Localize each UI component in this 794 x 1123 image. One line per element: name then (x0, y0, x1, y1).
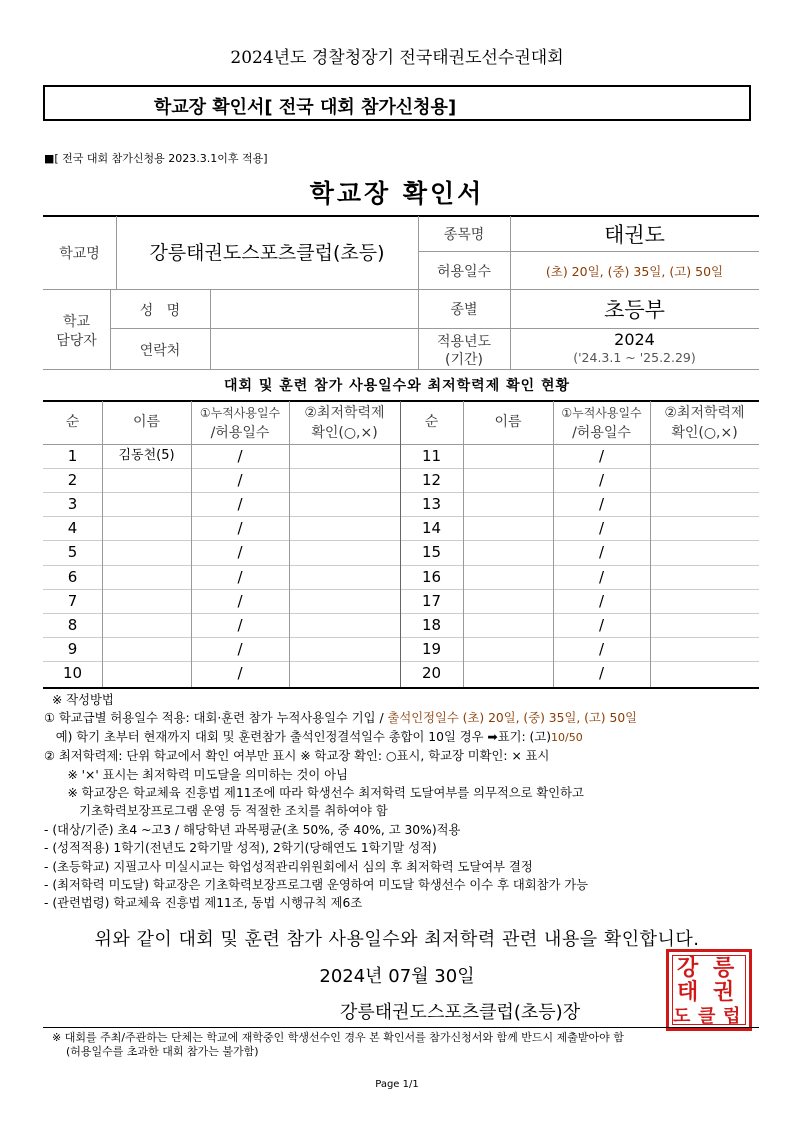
contact-label: 연락처 (139, 343, 181, 359)
allowed-days-value: (초) 20일, (중) 35일, (고) 50일 (545, 264, 724, 279)
manager-label: 학교 (62, 314, 91, 330)
note-line: ※ '×' 표시는 최저학력 미도달을 의미하는 것이 아님 (44, 767, 348, 782)
note-line: - (대상/기준) 초4 ~고3 / 해당학년 과목평균(초 50%, 중 40%, 고 30%)적용 (44, 822, 461, 837)
usage-days[interactable]: / (598, 568, 605, 586)
note-highlight: 10/50 (551, 730, 583, 744)
seal-char: 태 (677, 980, 699, 1005)
header-no: 순 (65, 414, 80, 430)
document-title: 학교장 확인서[ 전국 대회 참가신청용] (153, 97, 457, 118)
min-grade-check[interactable] (289, 565, 400, 589)
confirmation-text: 위와 같이 대회 및 훈련 참가 사용일수와 최저학력 관련 내용을 확인합니다. (94, 929, 700, 950)
usage-days[interactable]: / (598, 543, 605, 561)
note-highlight: 출석인정일수 (초) 20일, (중) 35일, (고) 50일 (387, 711, 638, 726)
header-used: /허용일수 (572, 425, 631, 441)
min-grade-check[interactable] (289, 444, 400, 468)
competition-title: 2024년도 경찰청장기 전국태권도선수권대회 (230, 48, 564, 68)
min-grade-check[interactable] (650, 468, 759, 492)
usage-days[interactable]: / (237, 495, 243, 513)
footer-note-line: (허용일수를 초과한 대회 참가는 불가함) (66, 1045, 259, 1058)
usage-days[interactable]: / (598, 471, 605, 489)
row-number: 3 (67, 495, 78, 513)
row-number: 19 (421, 640, 442, 658)
note-line: ※ 학교장은 학교체육 진흥법 제11조에 따라 학생선수 최저학력 도달여부를 의무적으로 확인하고 (44, 786, 584, 801)
usage-top-border (43, 400, 759, 402)
signer-school: 강릉태권도스포츠클럽(초등)장 (340, 1002, 581, 1023)
row-number: 6 (67, 568, 78, 586)
row-number: 18 (421, 616, 442, 634)
note-text: ① 학교급별 허용일수 적용: 대회·훈련 참가 누적사용일수 기입 / (44, 711, 388, 726)
usage-days[interactable]: / (237, 616, 243, 634)
note-text: 예) 학기 초부터 현재까지 대회 및 훈련참가 출석인정결석일수 총합이 10일 경우 ➡표기: (고) (44, 729, 551, 744)
row-number: 2 (67, 471, 78, 489)
footer-note (52, 1031, 772, 1059)
athlete-name[interactable] (102, 613, 191, 637)
note-line: - (관련법령) 학교체육 진흥법 제11조, 동법 시행규칙 제6조 (44, 896, 363, 911)
athlete-name[interactable] (463, 613, 553, 637)
athlete-name[interactable] (102, 589, 191, 613)
row-number: 12 (421, 471, 442, 489)
note-line: 기초학력보장프로그램 운영 등 적절한 조치를 취하여야 함 (44, 804, 388, 819)
min-grade-check[interactable] (650, 492, 759, 516)
note-line (44, 709, 764, 727)
row-number: 13 (421, 495, 442, 513)
seal-char: 권 (713, 980, 735, 1005)
row-number: 17 (421, 592, 442, 610)
athlete-name[interactable]: 김동천(5) (118, 448, 175, 463)
header-used: /허용일수 (210, 425, 270, 441)
athlete-name[interactable] (463, 540, 553, 564)
manager-label: 담당자 (56, 333, 97, 349)
row-number: 15 (421, 543, 442, 561)
athlete-name[interactable] (102, 516, 191, 540)
info-col-line (210, 290, 211, 369)
min-grade-check[interactable] (289, 613, 400, 637)
min-grade-check[interactable] (650, 444, 759, 468)
usage-days[interactable]: / (598, 664, 605, 682)
info-divider (43, 369, 759, 370)
min-grade-check[interactable] (650, 540, 759, 564)
usage-days[interactable]: / (598, 495, 605, 513)
athlete-name[interactable] (102, 565, 191, 589)
header-used: ①누적사용일수 (199, 406, 281, 420)
name-label: 성 명 (139, 303, 181, 319)
year-label: (기간) (445, 352, 483, 368)
min-grade-check[interactable] (289, 468, 400, 492)
info-top-border (43, 215, 759, 217)
header-name: 이름 (494, 414, 522, 430)
min-grade-check[interactable] (650, 661, 759, 685)
min-grade-check[interactable] (289, 589, 400, 613)
seal-char: 클 (698, 1006, 716, 1027)
year-period: ('24.3.1 ~ '25.2.29) (573, 350, 696, 365)
athlete-name[interactable] (463, 589, 553, 613)
event-value: 태권도 (604, 223, 665, 247)
apply-note: ■[ 전국 대회 참가신청용 2023.3.1이후 적용] (44, 152, 268, 165)
usage-days[interactable]: / (237, 447, 243, 465)
min-grade-check[interactable] (289, 661, 400, 685)
event-label: 종목명 (443, 227, 485, 243)
note-line: - (초등학교) 지필고사 미실시교는 학업성적관리위원회에서 심의 후 최저학력 도달여부 결정 (44, 859, 533, 874)
usage-days[interactable]: / (598, 592, 605, 610)
header-min-grade: 확인(○,×) (311, 425, 378, 441)
division-label: 종별 (450, 302, 478, 318)
header-min-grade: 확인(○,×) (671, 425, 738, 441)
usage-days[interactable]: / (237, 568, 243, 586)
usage-days[interactable]: / (237, 543, 243, 561)
row-number: 5 (67, 543, 78, 561)
header-used: ①누적사용일수 (561, 406, 642, 420)
notes-heading: ※ 작성방법 (52, 693, 114, 707)
usage-days[interactable]: / (237, 664, 243, 682)
seal-char: 도 (673, 1006, 691, 1027)
row-number: 16 (421, 568, 442, 586)
row-number: 9 (67, 640, 78, 658)
writing-instructions (44, 691, 764, 913)
athlete-name[interactable] (463, 492, 553, 516)
min-grade-check[interactable] (650, 613, 759, 637)
form-title: 학교장 확인서 (309, 179, 485, 208)
header-min-grade: ②최저학력제 (664, 405, 745, 421)
seal-char: 럽 (723, 1006, 741, 1027)
athlete-name[interactable] (463, 565, 553, 589)
allowed-days-label: 허용일수 (436, 264, 492, 280)
usage-days[interactable]: / (598, 640, 605, 658)
usage-title: 대회 및 훈련 참가 사용일수와 최저학력제 확인 현황 (223, 378, 571, 394)
year-value: 2024 (614, 330, 655, 349)
athlete-name[interactable] (102, 637, 191, 661)
athlete-name[interactable] (102, 661, 191, 685)
seal-char: 릉 (713, 956, 735, 981)
usage-days[interactable]: / (237, 640, 243, 658)
min-grade-check[interactable] (650, 516, 759, 540)
athlete-name[interactable] (463, 661, 553, 685)
note-line (44, 728, 764, 747)
min-grade-check[interactable] (289, 637, 400, 661)
note-line: - (최저학력 미도달) 학교장은 기초학력보장프로그램 운영하여 미도달 학생선수 이수 후 대회참가 가능 (44, 878, 589, 893)
row-number: 11 (421, 447, 442, 465)
year-label: 적용년도 (436, 334, 492, 350)
usage-days[interactable]: / (598, 519, 605, 537)
footer-note-line: ※ 대회를 주최/주관하는 단체는 학교에 재학중인 학생선수인 경우 본 확인서를 참가신청서와 함께 반드시 제출받아야 함 (52, 1031, 624, 1044)
usage-bottom-border (43, 687, 759, 689)
min-grade-check[interactable] (650, 637, 759, 661)
athlete-name[interactable] (102, 492, 191, 516)
footer-divider (43, 1027, 759, 1028)
athlete-name[interactable] (463, 444, 553, 468)
header-no: 순 (424, 414, 439, 430)
min-grade-check[interactable] (289, 492, 400, 516)
row-number: 20 (421, 664, 442, 682)
athlete-name[interactable] (102, 468, 191, 492)
min-grade-check[interactable] (650, 589, 759, 613)
row-number: 10 (62, 664, 83, 682)
usage-days[interactable]: / (598, 447, 605, 465)
min-grade-check[interactable] (289, 516, 400, 540)
row-number: 8 (67, 616, 78, 634)
min-grade-check[interactable] (650, 565, 759, 589)
row-number: 14 (421, 519, 442, 537)
usage-days[interactable]: / (237, 471, 243, 489)
athlete-name[interactable] (102, 540, 191, 564)
row-number: 1 (67, 447, 78, 465)
athlete-name[interactable] (463, 516, 553, 540)
usage-days[interactable]: / (237, 519, 243, 537)
school-label: 학교명 (59, 246, 100, 262)
page-number: Page 1/1 (375, 1079, 419, 1090)
row-number: 7 (67, 592, 78, 610)
usage-days[interactable]: / (237, 592, 243, 610)
min-grade-check[interactable] (289, 540, 400, 564)
info-divider (110, 328, 759, 329)
info-divider (43, 289, 759, 290)
note-line: - (성적적용) 1학기(전년도 2학기말 성적), 2학기(당해연도 1학기말 성적) (44, 841, 437, 856)
header-min-grade: ②최저학력제 (304, 405, 385, 421)
seal-char: 강 (677, 956, 699, 981)
note-line: ② 최저학력제: 단위 학교에서 확인 여부만 표시 ※ 학교장 확인: ○표시, 학교장 미확인: × 표시 (44, 749, 550, 764)
header-name: 이름 (132, 414, 161, 430)
athlete-name[interactable] (463, 468, 553, 492)
info-divider (418, 251, 759, 252)
athlete-name[interactable] (463, 637, 553, 661)
school-seal-stamp (666, 949, 752, 1031)
usage-days[interactable]: / (598, 616, 605, 634)
division-value: 초등부 (604, 298, 665, 322)
school-name: 강릉태권도스포츠클럽(초등) (149, 242, 385, 264)
row-number: 4 (67, 519, 78, 537)
confirmation-date: 2024년 07월 30일 (319, 966, 475, 987)
